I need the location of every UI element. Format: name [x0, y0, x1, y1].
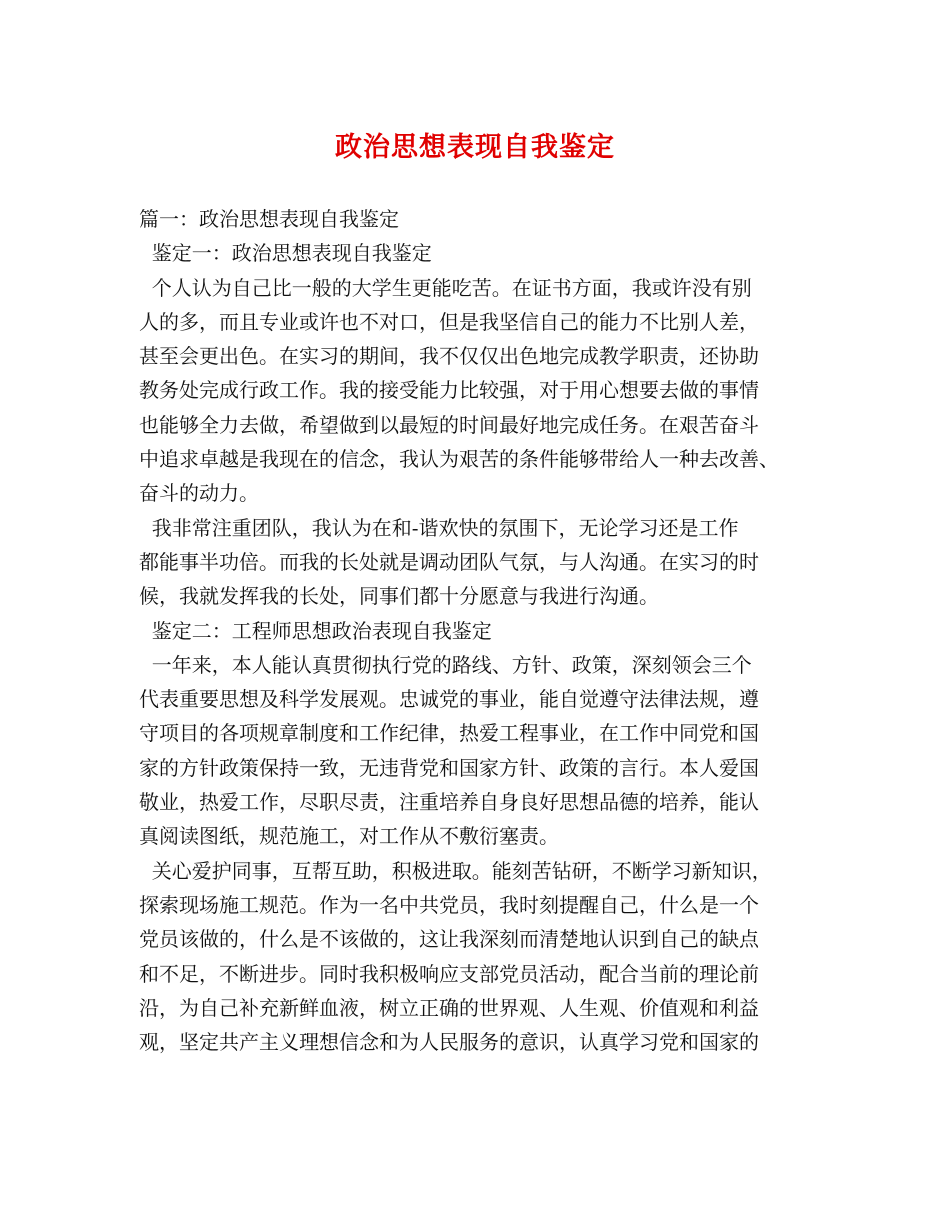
document-line: 也能够全力去做，希望做到以最短的时间最好地完成任务。在艰苦奋斗	[139, 412, 759, 437]
document-line: 候，我就发挥我的长处，同事们都十分愿意与我进行沟通。	[139, 584, 659, 609]
document-line: 党员该做的，什么是不该做的，这让我深刻而清楚地认识到自己的缺点	[139, 927, 759, 952]
document-line: 个人认为自己比一般的大学生更能吃苦。在证书方面，我或许没有别	[139, 275, 752, 300]
document-line: 我非常注重团队，我认为在和-谐欢快的氛围下，无论学习还是工作	[139, 515, 739, 540]
document-body	[139, 202, 839, 1059]
document-line: 甚至会更出色。在实习的期间，我不仅仅出色地完成教学职责，还协助	[139, 344, 759, 369]
document-line: 观，坚定共产主义理想信念和为人民服务的意识，认真学习党和国家的	[139, 1030, 759, 1055]
document-line: 敬业，热爱工作，尽职尽责，注重培养自身良好思想品德的培养，能认	[139, 790, 759, 815]
document-line: 代表重要思想及科学发展观。忠诚党的事业，能自觉遵守法律法规，遵	[139, 687, 759, 712]
document-line: 探索现场施工规范。作为一名中共党员，我时刻提醒自己，什么是一个	[139, 892, 759, 917]
document-line: 奋斗的动力。	[139, 481, 259, 506]
document-title: 政治思想表现自我鉴定	[335, 132, 615, 163]
document-line: 一年来，本人能认真贯彻执行党的路线、方针、政策，深刻领会三个	[139, 652, 752, 677]
document-line: 关心爱护同事，互帮互助，积极进取。能刻苦钻研，不断学习新知识，	[139, 858, 772, 883]
document-line: 守项目的各项规章制度和工作纪律，热爱工程事业，在工作中同党和国	[139, 721, 759, 746]
document-line: 家的方针政策保持一致，无违背党和国家方针、政策的言行。本人爱国	[139, 755, 759, 780]
document-line: 鉴定二：工程师思想政治表现自我鉴定	[139, 618, 492, 643]
document-line: 篇一：政治思想表现自我鉴定	[139, 207, 399, 231]
document-line: 沿，为自己补充新鲜血液，树立正确的世界观、人生观、价值观和利益	[139, 995, 759, 1020]
document-line: 中追求卓越是我现在的信念，我认为艰苦的条件能够带给人一种去改善、	[139, 447, 779, 472]
document-line: 教务处完成行政工作。我的接受能力比较强，对于用心想要去做的事情	[139, 378, 759, 403]
document-line: 鉴定一：政治思想表现自我鉴定	[139, 241, 432, 266]
document-line: 人的多，而且专业或许也不对口，但是我坚信自己的能力不比别人差，	[139, 309, 759, 334]
document-line: 都能事半功倍。而我的长处就是调动团队气氛，与人沟通。在实习的时	[139, 549, 759, 574]
document-line: 和不足，不断进步。同时我积极响应支部党员活动，配合当前的理论前	[139, 961, 759, 986]
document-line: 真阅读图纸，规范施工，对工作从不敷衍塞责。	[139, 824, 559, 849]
